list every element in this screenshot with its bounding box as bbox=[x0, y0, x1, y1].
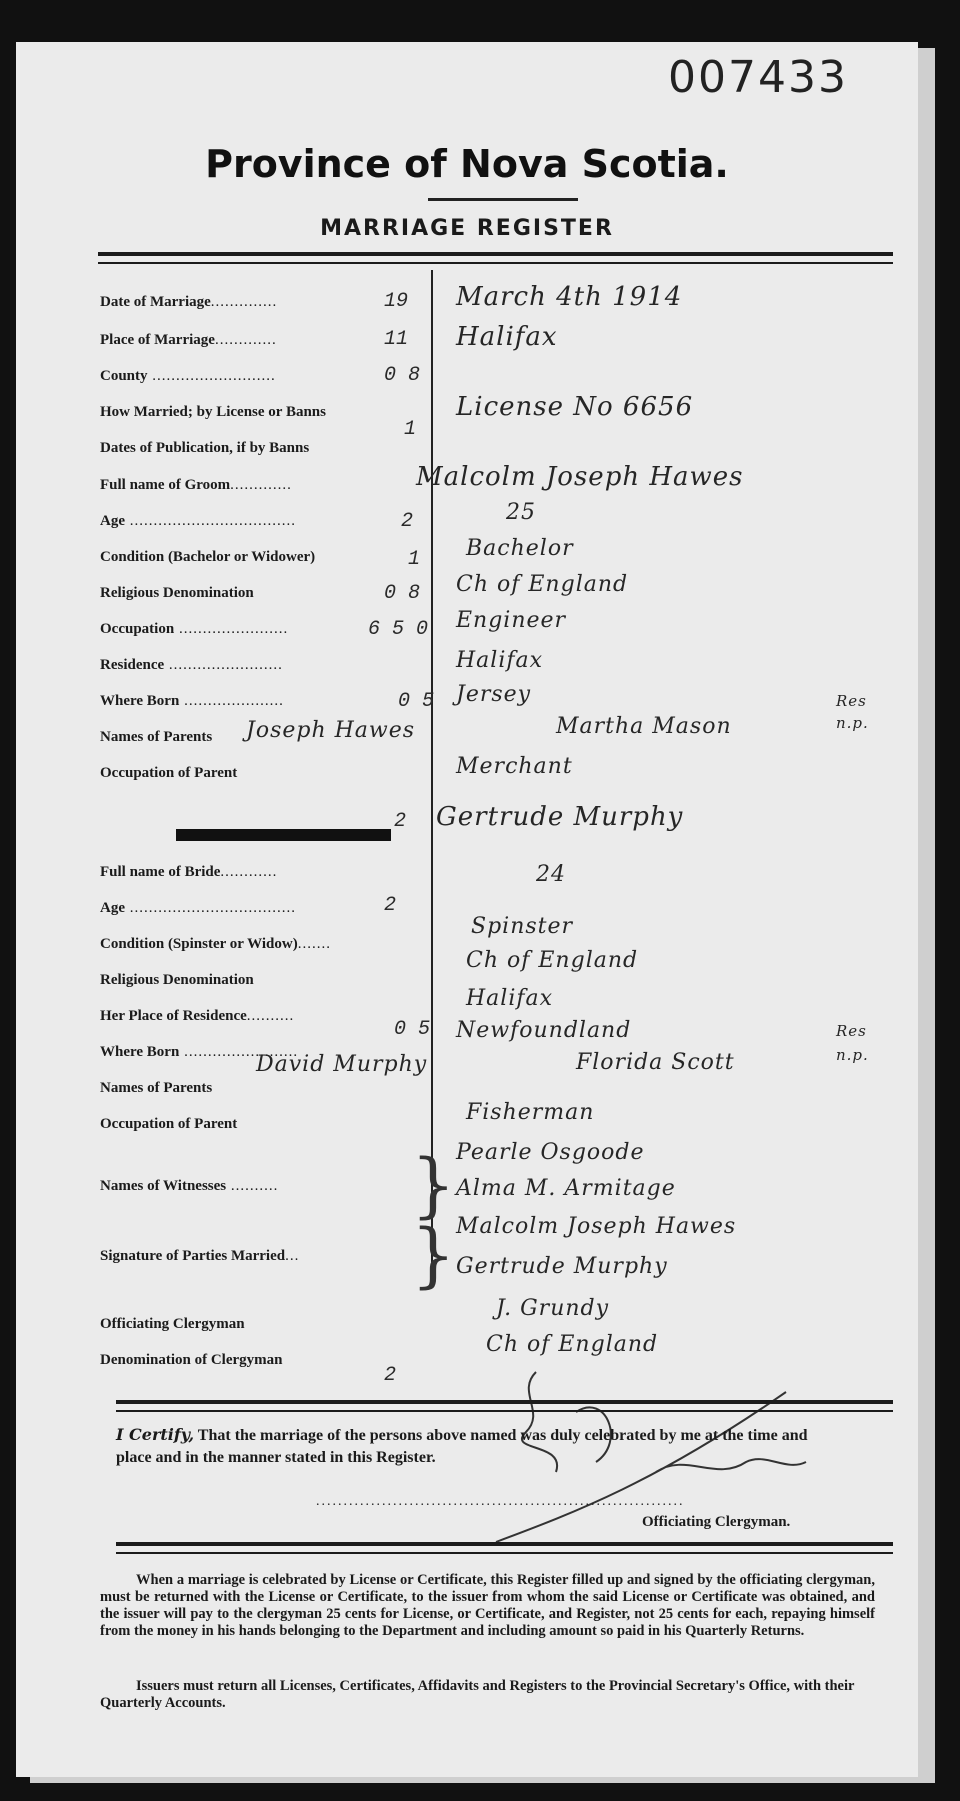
handwritten-value: License No 6656 bbox=[456, 392, 694, 422]
stat-code: 0 5 bbox=[394, 1018, 431, 1041]
row-label: Occupation of Parent bbox=[100, 765, 238, 781]
handwritten-value: J. Grundy bbox=[496, 1296, 610, 1321]
handwritten-value: Newfoundland bbox=[456, 1018, 632, 1043]
certify-lead: I Certify, bbox=[116, 1425, 195, 1444]
witness-signature: Pearle Osgoode bbox=[456, 1140, 645, 1165]
groom-bride-divider bbox=[176, 829, 391, 841]
handwritten-value: Halifax bbox=[456, 322, 558, 352]
row-label: County .......................... bbox=[100, 368, 276, 384]
signature-line: ................................................................... bbox=[316, 1494, 685, 1509]
issuers-notice: Issuers must return all Licenses, Certificates, Affidavits and Registers to the Provincial Secretary's Office, with their Quarterly Accounts. bbox=[100, 1678, 855, 1711]
certify-text: That the marriage of the persons above named was duly celebrated by me at the time and place and in the manner stated in this Register. bbox=[116, 1427, 808, 1466]
handwritten-value: Bachelor bbox=[466, 536, 574, 561]
stat-code: 6 5 0 bbox=[368, 618, 429, 641]
row-label: Religious Denomination bbox=[100, 585, 254, 601]
row-label: Place of Marriage............. bbox=[100, 332, 277, 348]
header-rule-thin bbox=[98, 262, 893, 264]
handwritten-value: Halifax bbox=[456, 648, 544, 673]
stat-code: 2 bbox=[384, 1364, 397, 1387]
row-label: Dates of Publication, if by Banns bbox=[100, 440, 310, 456]
witnesses-brace: } bbox=[411, 1144, 456, 1226]
row-label: Religious Denomination bbox=[100, 972, 254, 988]
notice-rule-thin bbox=[116, 1552, 893, 1554]
stat-code: 11 bbox=[384, 328, 409, 351]
margin-note: n.p. bbox=[836, 1046, 869, 1064]
certify-rule-thin bbox=[116, 1410, 893, 1412]
row-label: Names of Parents bbox=[100, 729, 213, 745]
handwritten-value: Engineer bbox=[456, 608, 567, 633]
stat-code: 0 8 bbox=[384, 364, 421, 387]
handwritten-value: Gertrude Murphy bbox=[436, 802, 684, 832]
handwritten-value: Halifax bbox=[466, 986, 554, 1011]
row-label: Condition (Bachelor or Widower) bbox=[100, 549, 316, 565]
witness-signature: Alma M. Armitage bbox=[456, 1176, 676, 1201]
groom-signature: Malcolm Joseph Hawes bbox=[456, 1214, 737, 1239]
signature-label: Officiating Clergyman. bbox=[642, 1514, 791, 1530]
stat-code: 19 bbox=[384, 290, 409, 313]
register-sheet bbox=[16, 42, 918, 1777]
handwritten-value: Spinster bbox=[471, 914, 574, 939]
stat-code: 0 8 bbox=[384, 582, 421, 605]
stat-code: 2 bbox=[401, 510, 414, 533]
row-label: Signature of Parties Married... bbox=[100, 1248, 300, 1264]
groom-father: Joseph Hawes bbox=[246, 718, 416, 743]
row-label: How Married; by License or Banns bbox=[100, 404, 326, 420]
handwritten-value: March 4th 1914 bbox=[456, 282, 683, 312]
margin-note: Res bbox=[836, 692, 867, 710]
document-number: 007433 bbox=[668, 52, 848, 103]
row-label: Date of Marriage.............. bbox=[100, 294, 278, 310]
row-label: Condition (Spinster or Widow)....... bbox=[100, 936, 331, 952]
stat-code: 2 bbox=[384, 894, 397, 917]
notice-rule bbox=[116, 1542, 893, 1546]
handwritten-value: Ch of England bbox=[466, 948, 639, 973]
title-underline bbox=[428, 198, 578, 201]
handwritten-value: Jersey bbox=[456, 682, 532, 707]
margin-note: Res bbox=[836, 1022, 867, 1040]
stat-code: 1 bbox=[408, 548, 421, 571]
handwritten-value: Merchant bbox=[456, 754, 573, 779]
bride-father: David Murphy bbox=[256, 1052, 428, 1077]
row-label: Age ................................... bbox=[100, 900, 296, 916]
row-label: Officiating Clergyman bbox=[100, 1316, 245, 1332]
row-label: Occupation of Parent bbox=[100, 1116, 238, 1132]
stat-code: 0 5 bbox=[398, 690, 435, 713]
row-label: Her Place of Residence.......... bbox=[100, 1008, 295, 1024]
row-label: Denomination of Clergyman bbox=[100, 1352, 283, 1368]
handwritten-value: Malcolm Joseph Hawes bbox=[416, 462, 744, 492]
bride-signature: Gertrude Murphy bbox=[456, 1254, 668, 1279]
handwritten-value: Ch of England bbox=[456, 572, 629, 597]
form-title: Province of Nova Scotia. bbox=[205, 142, 729, 186]
handwritten-value: Martha Mason bbox=[556, 714, 732, 739]
row-label: Residence ........................ bbox=[100, 657, 283, 673]
signatures-brace: } bbox=[411, 1214, 456, 1296]
column-divider bbox=[431, 270, 433, 1275]
certify-statement bbox=[116, 1424, 836, 1469]
row-label: Full name of Bride............ bbox=[100, 864, 278, 880]
stat-code: 1 bbox=[404, 418, 417, 441]
margin-note: n.p. bbox=[836, 714, 869, 732]
header-rule bbox=[98, 252, 893, 256]
handwritten-value: Florida Scott bbox=[576, 1050, 735, 1075]
row-label: Names of Witnesses .......... bbox=[100, 1178, 279, 1194]
handwritten-value: 25 bbox=[506, 500, 536, 525]
instructions-paragraph: When a marriage is celebrated by License or Certificate, this Register filled up and signed by the officiating clergyman, must be returned with the License or Certificate, to the issuer from whom the said License or Certificate was obtained, and the issuer will pay to the clergyman 25 cents for License, or Certificate, and Register, not 25 cents for each, repaying himself from the money in his hands belonging to the Department and including amount so paid in his Quarterly Returns. bbox=[100, 1572, 875, 1639]
form-subtitle: MARRIAGE REGISTER bbox=[320, 216, 614, 241]
handwritten-value: Fisherman bbox=[466, 1100, 595, 1125]
row-label: Where Born ........................ bbox=[100, 1044, 299, 1060]
row-label: Names of Parents bbox=[100, 1080, 213, 1096]
handwritten-value: 24 bbox=[536, 862, 566, 887]
handwritten-value: Ch of England bbox=[486, 1332, 659, 1357]
row-label: Occupation ....................... bbox=[100, 621, 289, 637]
row-label: Where Born ..................... bbox=[100, 693, 284, 709]
row-label: Age ................................... bbox=[100, 513, 296, 529]
stat-code: 2 bbox=[394, 810, 407, 833]
row-label: Full name of Groom............. bbox=[100, 477, 292, 493]
certify-rule bbox=[116, 1400, 893, 1404]
